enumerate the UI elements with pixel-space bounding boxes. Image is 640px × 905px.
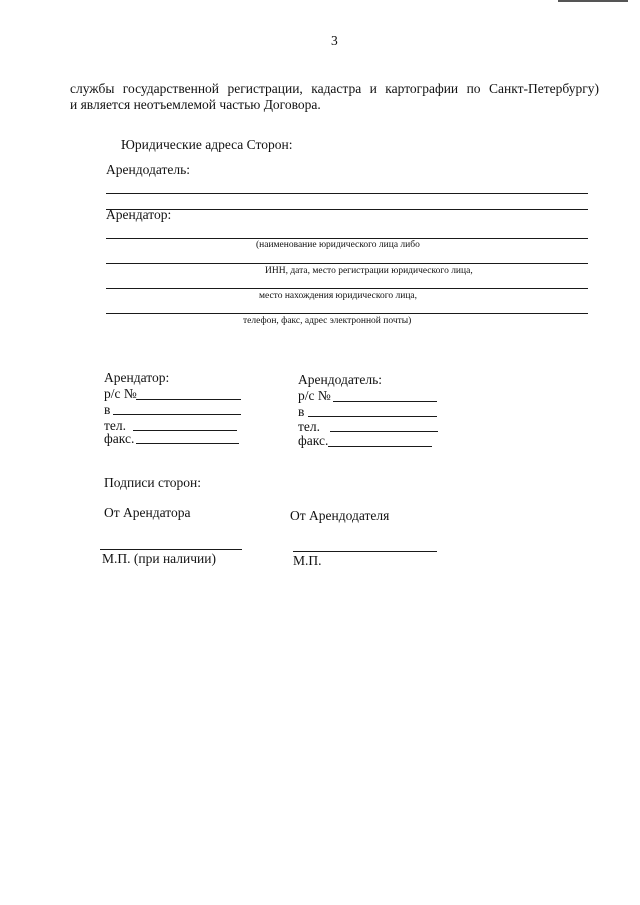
signature-tenant-label: От Арендатора (104, 505, 191, 520)
bank-tenant-account-label: р/с № (104, 386, 137, 401)
intro-line-1: службы государственной регистрации, кадастра и картографии по Санкт-Петербургу) (70, 81, 599, 96)
signature-tenant-line (100, 549, 242, 550)
landlord-address-label: Арендодатель: (106, 162, 190, 177)
bank-tenant-phone-line (133, 430, 237, 431)
bank-tenant-title: Арендатор: (104, 370, 170, 385)
tenant-address-line-3 (106, 288, 588, 289)
seal-landlord-label: М.П. (293, 553, 322, 568)
landlord-address-line-1 (106, 193, 588, 194)
caption-contacts: телефон, факс, адрес электронной почты) (243, 316, 412, 326)
bank-landlord-title: Арендодатель: (298, 372, 382, 387)
page-number: 3 (331, 33, 338, 48)
signature-landlord-line (293, 551, 437, 552)
intro-line-2: и является неотъемлемой частью Договора. (70, 97, 321, 112)
addresses-heading: Юридические адреса Сторон: (121, 137, 293, 152)
bank-landlord-phone-label: тел. (298, 419, 321, 434)
tenant-address-label: Арендатор: (106, 207, 172, 222)
bank-landlord-bank-line (308, 416, 437, 417)
bank-tenant-bank-line (113, 414, 241, 415)
seal-tenant-label: М.П. (при наличии) (102, 551, 216, 566)
tenant-address-line-4 (106, 313, 588, 314)
top-edge-mark (558, 0, 628, 2)
bank-tenant-account-line (136, 399, 241, 400)
bank-landlord-account-label: р/с № (298, 388, 331, 403)
caption-location: место нахождения юридического лица, (259, 291, 418, 301)
signatures-heading: Подписи сторон: (104, 475, 201, 490)
bank-tenant-fax-line (136, 443, 239, 444)
bank-landlord-phone-line (330, 431, 438, 432)
bank-tenant-fax-label: факс. (104, 431, 135, 446)
bank-tenant-bank-label: в (104, 402, 111, 417)
bank-landlord-fax-line (328, 446, 432, 447)
landlord-address-line-2 (106, 209, 588, 210)
caption-name: (наименование юридического лица либо (256, 240, 420, 250)
bank-landlord-account-line (333, 401, 437, 402)
tenant-address-line-1 (106, 238, 588, 239)
signature-landlord-label: От Арендодателя (290, 508, 390, 523)
caption-inn: ИНН, дата, место регистрации юридического лица, (265, 266, 473, 276)
bank-landlord-fax-label: факс. (298, 433, 329, 448)
bank-landlord-bank-label: в (298, 404, 305, 419)
bank-tenant-phone-label: тел. (104, 418, 127, 433)
tenant-address-line-2 (106, 263, 588, 264)
